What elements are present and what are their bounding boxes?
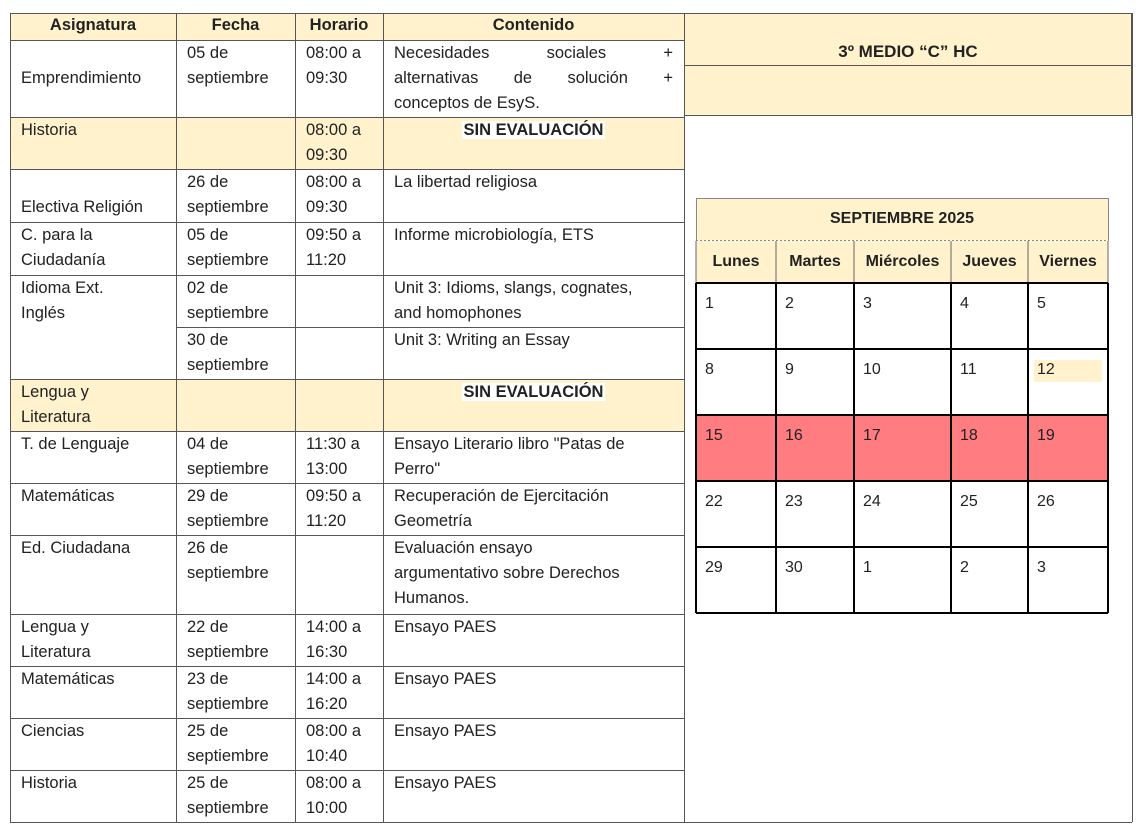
header-contenido: Contenido xyxy=(383,13,684,40)
cell-asig: Electiva Religión xyxy=(21,198,143,216)
calendar-day: 16 xyxy=(785,427,803,444)
calendar-day: 4 xyxy=(960,295,969,312)
calendar-day: 1 xyxy=(863,559,872,576)
calendar-day: 23 xyxy=(785,493,803,510)
calendar-day-header: Viernes xyxy=(1028,241,1108,283)
cell-asig: Lengua y Literatura xyxy=(21,383,91,426)
cell-hora: 08:00 a 09:30 xyxy=(306,121,362,164)
calendar-day: 19 xyxy=(1037,427,1055,444)
cell-cont: Ensayo PAES xyxy=(394,722,497,740)
no-evaluation-label: SIN EVALUACIÓN xyxy=(463,121,604,139)
cell-fecha: 26 de septiembre xyxy=(187,539,269,582)
cell-fecha: 05 de septiembre xyxy=(187,226,269,269)
calendar-title: SEPTIEMBRE 2025 xyxy=(696,198,1108,240)
calendar-day: 12 xyxy=(1037,361,1055,378)
calendar-day: 8 xyxy=(705,361,714,378)
calendar-day-header: Miércoles xyxy=(854,241,951,283)
cell-cont: Ensayo PAES xyxy=(394,618,497,636)
cell-asig: Ciencias xyxy=(21,722,85,740)
cell-hora: 08:00 a 09:30 xyxy=(306,173,362,216)
cell-asig: Emprendimiento xyxy=(21,69,142,87)
calendar-day: 9 xyxy=(785,361,794,378)
calendar-day: 17 xyxy=(863,427,881,444)
calendar-day: 11 xyxy=(960,361,977,378)
calendar-day: 1 xyxy=(705,295,714,312)
no-evaluation-label: SIN EVALUACIÓN xyxy=(463,383,604,401)
content-line: Necesidades sociales + xyxy=(394,44,673,62)
cell-hora: 09:50 a 11:20 xyxy=(306,226,362,269)
cell-fecha: 04 de septiembre xyxy=(187,435,269,478)
cell-fecha: 05 de septiembre xyxy=(187,44,269,87)
cell-hora: 14:00 a 16:20 xyxy=(306,670,362,713)
calendar-day: 10 xyxy=(863,361,881,378)
calendar-day-header: Lunes xyxy=(696,241,776,283)
calendar-day: 24 xyxy=(863,493,881,510)
cell-asig: Historia xyxy=(21,121,77,139)
calendar-day-header: Martes xyxy=(776,241,854,283)
cell-hora: 09:50 a 11:20 xyxy=(306,487,362,530)
cell-hora: 14:00 a 16:30 xyxy=(306,618,362,661)
cell-cont: Ensayo PAES xyxy=(394,774,497,792)
calendar-day: 15 xyxy=(705,427,723,444)
header-fecha: Fecha xyxy=(176,13,295,40)
content-line: alternativas de solución + xyxy=(394,69,673,87)
cell-cont: Recuperación de Ejercitación Geometría xyxy=(394,487,609,530)
cell-cont: Ensayo Literario libro "Patas de Perro" xyxy=(394,435,625,478)
cell-fecha: 30 de septiembre xyxy=(187,331,269,374)
cell-fecha: 25 de septiembre xyxy=(187,774,269,817)
calendar-day: 26 xyxy=(1037,493,1055,510)
cell-asig: Ed. Ciudadana xyxy=(21,539,131,557)
calendar-day: 5 xyxy=(1037,295,1046,312)
cell-asig: T. de Lenguaje xyxy=(21,435,130,453)
calendar-day: 3 xyxy=(863,295,872,312)
calendar-day: 30 xyxy=(785,559,803,576)
cell-hora: 08:00 a 10:40 xyxy=(306,722,362,765)
cell-fecha: 22 de septiembre xyxy=(187,618,269,661)
cell-hora: 11:30 a 13:00 xyxy=(306,435,360,478)
cell-asig: C. para la Ciudadanía xyxy=(21,226,106,269)
cell-cont: Evaluación ensayo argumentativo sobre Derechos Humanos. xyxy=(394,539,620,607)
header-horario: Horario xyxy=(295,13,383,40)
cell-asig: Idioma Ext. Inglés xyxy=(21,279,104,322)
cell-fecha: 26 de septiembre xyxy=(187,173,269,216)
calendar-day: 2 xyxy=(785,295,794,312)
cell-cont: Informe microbiología, ETS xyxy=(394,226,594,244)
calendar-day: 18 xyxy=(960,427,978,444)
cell-cont: Unit 3: Idioms, slangs, cognates, and homophones xyxy=(394,279,633,322)
calendar-day: 22 xyxy=(705,493,723,510)
calendar-day: 3 xyxy=(1037,559,1046,576)
cell-asig: Lengua y Literatura xyxy=(21,618,91,661)
header-asignatura: Asignatura xyxy=(10,13,176,40)
cell-hora: 08:00 a 10:00 xyxy=(306,774,362,817)
course-title: 3º MEDIO “C” HC xyxy=(838,42,978,61)
cell-fecha: 25 de septiembre xyxy=(187,722,269,765)
calendar-day: 29 xyxy=(705,559,723,576)
cell-asig: Matemáticas xyxy=(21,670,115,688)
calendar-day: 2 xyxy=(960,559,969,576)
cell-cont: Unit 3: Writing an Essay xyxy=(394,331,570,349)
cell-fecha: 29 de septiembre xyxy=(187,487,269,530)
cell-cont: Ensayo PAES xyxy=(394,670,497,688)
cell-fecha: 23 de septiembre xyxy=(187,670,269,713)
cell-asig: Historia xyxy=(21,774,77,792)
cell-fecha: 02 de septiembre xyxy=(187,279,269,322)
calendar-day: 25 xyxy=(960,493,978,510)
cell-cont: La libertad religiosa xyxy=(394,173,538,191)
content-line: conceptos de EsyS. xyxy=(394,94,540,112)
cell-asig: Matemáticas xyxy=(21,487,115,505)
calendar-day-header: Jueves xyxy=(951,241,1028,283)
cell-hora: 08:00 a 09:30 xyxy=(306,44,362,87)
